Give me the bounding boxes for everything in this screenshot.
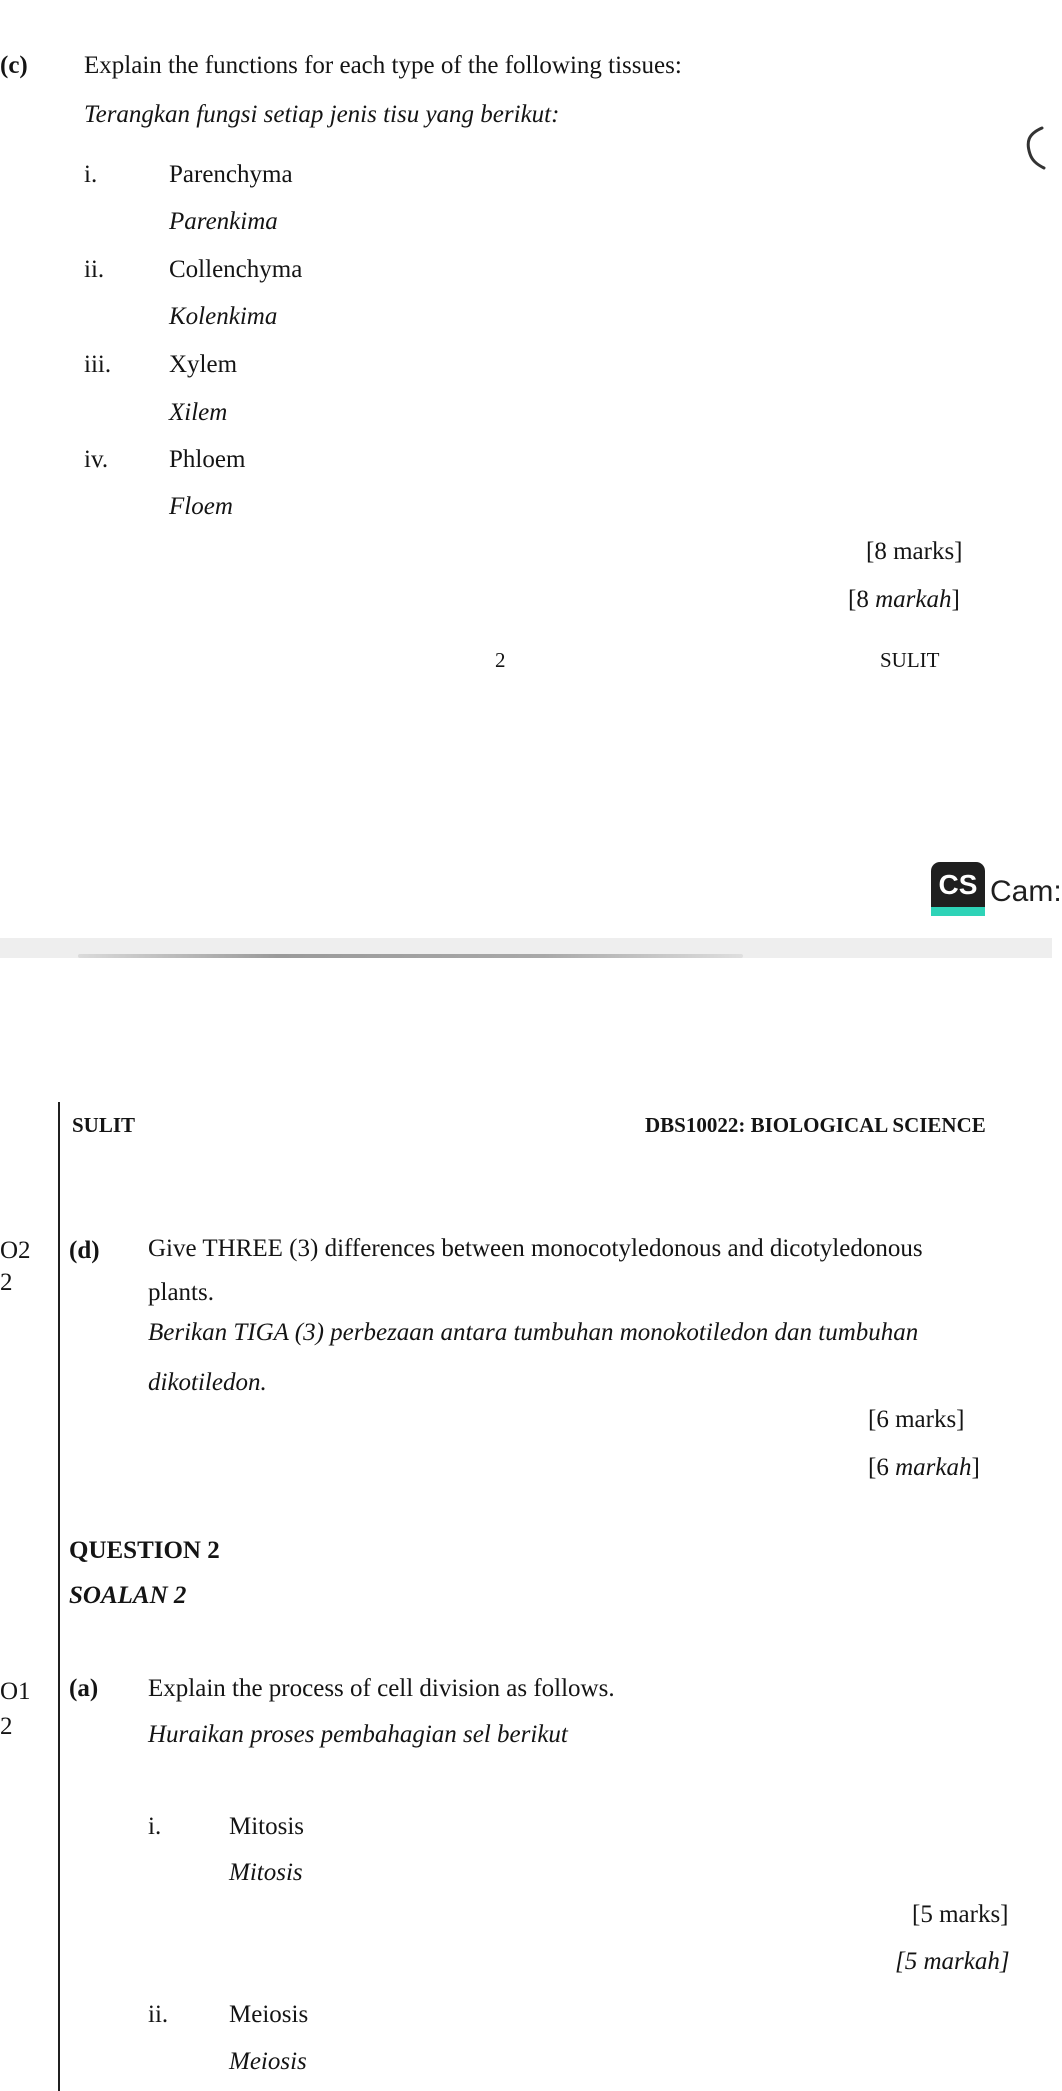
part-a-item1-en: Mitosis [229,1813,305,1840]
page-number: 2 [495,648,506,672]
part-a-question-en: Explain the process of cell division as follows. [148,1675,615,1702]
item-en-phloem: Phloem [169,446,246,473]
part-d-marks-en: [6 marks] [868,1406,965,1433]
item-ms-floem: Floem [169,493,233,520]
margin-code-3: O1 [0,1678,31,1705]
part-d-question-en-2: plants. [148,1279,214,1306]
part-a-item2-num: ii. [148,2001,169,2028]
part-a-question-ms: Huraikan proses pembahagian sel berikut [148,1721,568,1748]
part-c-question-en: Explain the functions for each type of the following tissues: [84,52,682,79]
part-d-question-ms-1: Berikan TIGA (3) perbezaan antara tumbuhan monokotiledon dan tumbuhan [148,1319,919,1346]
margin-line [58,1102,60,2091]
part-a-label: (a) [69,1675,99,1702]
header-left: SULIT [72,1113,136,1137]
item-num-iv: iv. [84,446,109,473]
header-right: DBS10022: BIOLOGICAL SCIENCE [645,1113,986,1137]
part-d-marks-ms: [6 markah] [868,1454,980,1481]
part-a-item1-num: i. [148,1813,162,1840]
question-2-title: QUESTION 2 [69,1537,220,1564]
marks-ms: [8 markah] [848,586,960,613]
item-en-collenchyma: Collenchyma [169,256,303,283]
part-a-marks-en: [5 marks] [912,1901,1009,1928]
page-edge-shadow [78,954,743,958]
item-ms-xilem: Xilem [169,399,228,426]
camscanner-text: Cam: [990,875,1062,908]
part-d-label: (d) [69,1237,100,1264]
part-d-question-ms-2: dikotiledon. [148,1369,267,1396]
camscanner-logo-icon: CS [931,862,985,916]
part-a-item2-ms: Meiosis [229,2048,307,2075]
margin-code-2: 2 [0,1269,13,1296]
part-c-question-ms: Terangkan fungsi setiap jenis tisu yang berikut: [84,101,560,128]
part-a-marks-ms: [5 markah] [895,1948,1010,1975]
item-ms-parenkima: Parenkima [169,208,278,235]
part-c-label: (c) [0,52,28,79]
marks-en: [8 marks] [866,538,963,565]
part-a-item2-en: Meiosis [229,2001,309,2028]
margin-code-1: O2 [0,1237,31,1264]
part-d-question-en-1: Give THREE (3) differences between monocotyledonous and dicotyledonous [148,1235,923,1262]
pen-mark-icon [1018,120,1048,180]
question-2-title-ms: SOALAN 2 [69,1582,187,1609]
footer-classification: SULIT [880,648,940,672]
item-num-iii: iii. [84,351,112,378]
item-en-xylem: Xylem [169,351,238,378]
part-a-item1-ms: Mitosis [229,1859,303,1886]
item-num-ii: ii. [84,256,105,283]
margin-code-4: 2 [0,1713,13,1740]
item-ms-kolenkima: Kolenkima [169,303,278,330]
item-en-parenchyma: Parenchyma [169,161,293,188]
item-num-i: i. [84,161,98,188]
